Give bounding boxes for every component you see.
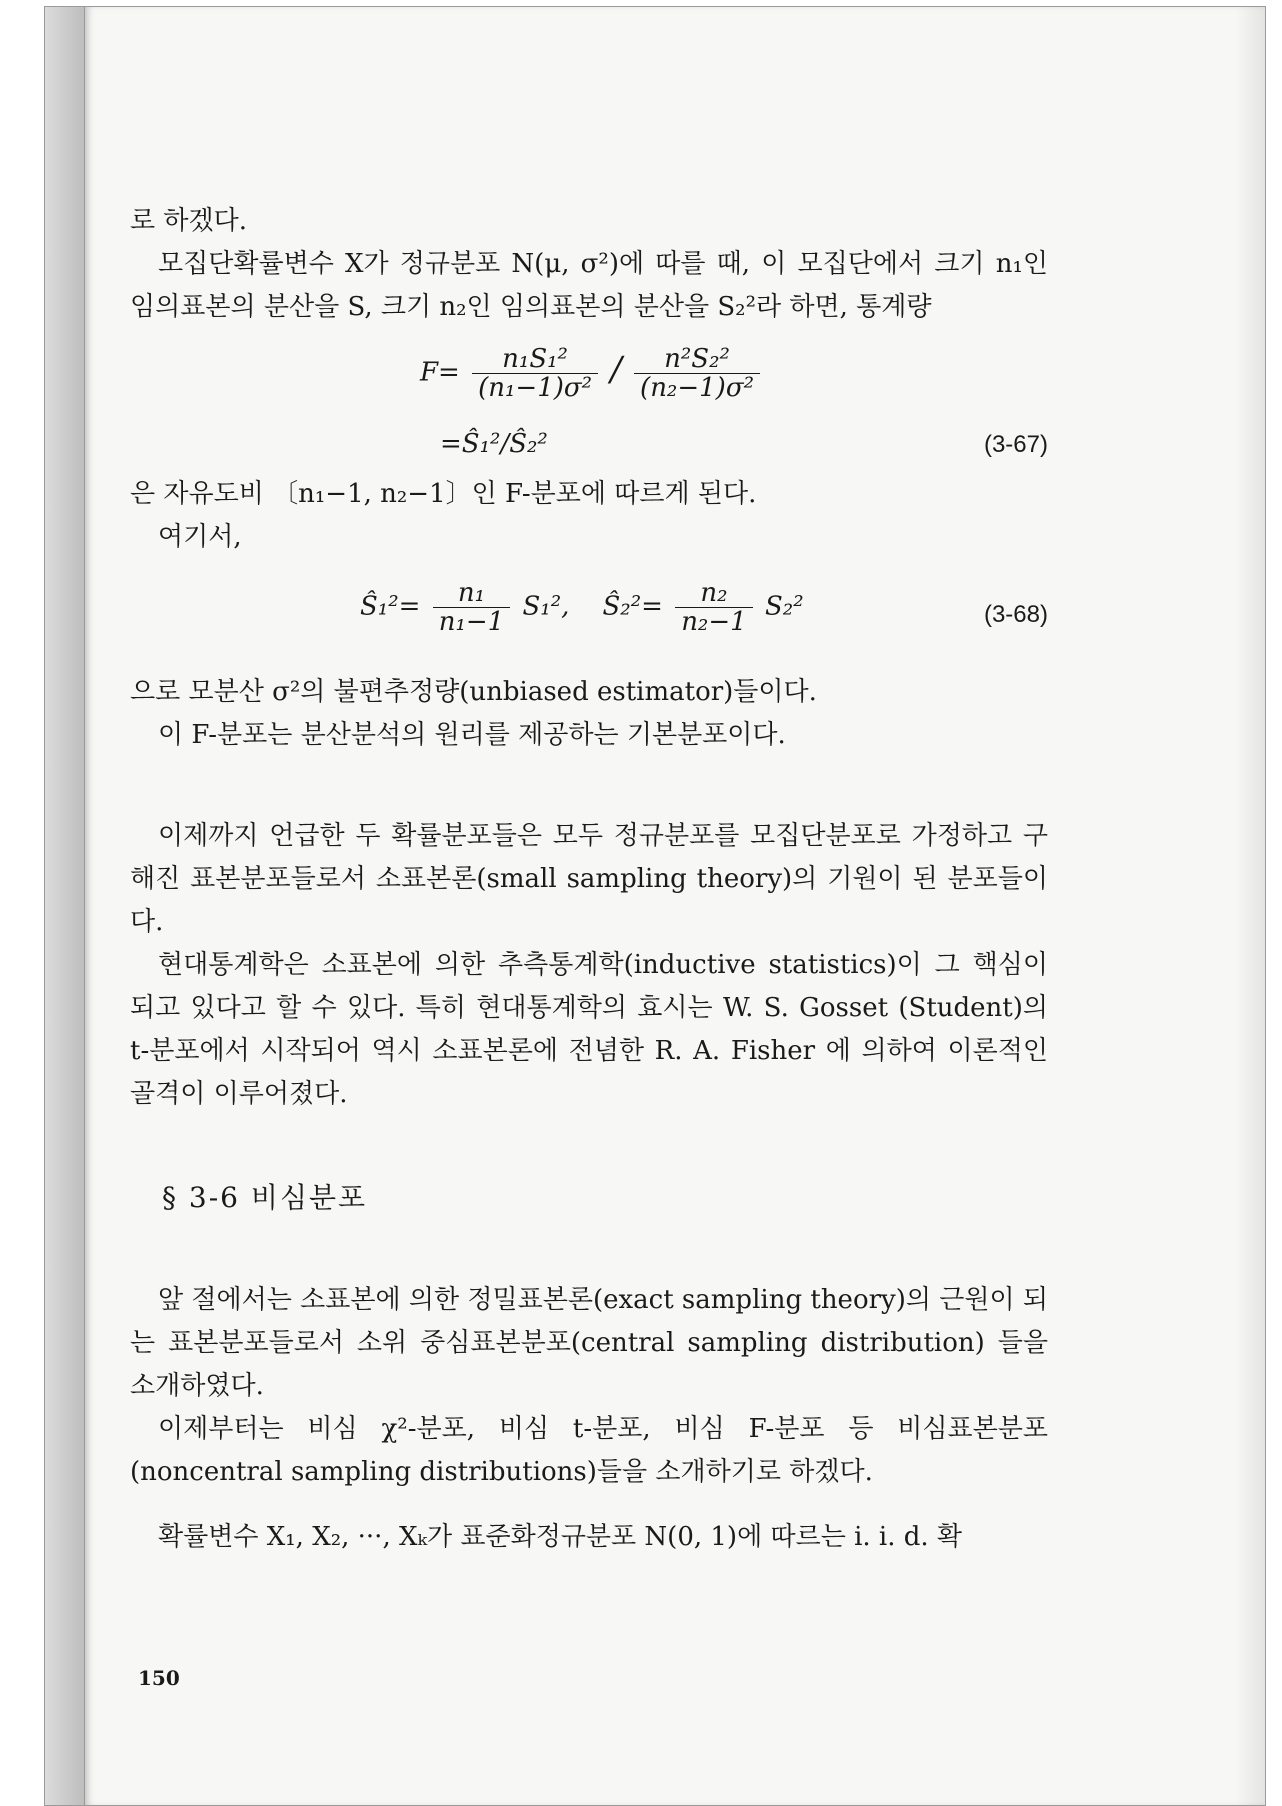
fraction-numerator: n²S₂² xyxy=(634,345,760,374)
equation-3-68 xyxy=(130,579,1048,659)
eq-symbol: S₁², xyxy=(522,591,570,622)
fraction xyxy=(433,579,511,636)
text-line: 로 하겠다. xyxy=(130,206,247,236)
equation-line xyxy=(360,579,804,636)
eq-symbol: Ŝ₁²= xyxy=(360,591,421,622)
text-line: 으로 모분산 σ²의 불편추정량(unbiased estimator)들이다. xyxy=(130,677,817,707)
eq-symbol: / xyxy=(610,349,622,390)
eq-symbol: F= xyxy=(420,357,460,388)
text-line: 은 자유도비 〔n₁−1, n₂−1〕인 F-분포에 따르게 된다. xyxy=(130,479,757,509)
fraction-numerator: n₁ xyxy=(433,579,511,608)
text-line: 이 F-분포는 분산분석의 원리를 제공하는 기본분포이다. xyxy=(158,720,786,750)
fraction xyxy=(472,345,598,402)
fraction-denominator: n₁−1 xyxy=(438,607,505,637)
paragraph: 앞 절에서는 소표본에 의한 정밀표본론(exact sampling theory)의 근원이 되는 표본분포들로서 소위 중심표본분포(central sampling distribution) 들을 소개하였다. xyxy=(130,1285,1048,1401)
equation-number: (3-67) xyxy=(983,431,1048,458)
eq-symbol: Ŝ₂²= xyxy=(602,591,663,622)
paragraph: 이제부터는 비심 χ²-분포, 비심 t-분포, 비심 F-분포 등 비심표본분포 (noncentral sampling distributions)들을 소개하기로 하겠다. xyxy=(130,1414,1048,1487)
paragraph: 현대통계학은 소표본에 의한 추측통계학(inductive statistics)이 그 핵심이 되고 있다고 할 수 있다. 특히 현대통계학의 효시는 W. S. Gosset (Student)의 t-분포에서 시작되어 역시 소표본론에 전념한 R. A. Fisher 에 의하여 이론적인 골격이 이루어졌다. xyxy=(130,950,1048,1109)
eq-symbol: S₂² xyxy=(764,591,804,622)
paragraph: 확률변수 X₁, X₂, ···, Xₖ가 표준화정규분포 N(0, 1)에 따르는 i. i. d. 확 xyxy=(158,1522,963,1552)
fraction-denominator: (n₁−1)σ² xyxy=(478,373,593,403)
paragraph: 이제까지 언급한 두 확률분포들은 모두 정규분포를 모집단분포로 가정하고 구해진 표본분포들로서 소표본론(small sampling theory)의 기원이 된 분포들이다. xyxy=(130,821,1048,937)
page-number: 150 xyxy=(138,1666,180,1690)
book-spine xyxy=(44,6,85,1806)
equation-3-67 xyxy=(130,345,1048,465)
fraction-numerator: n₁S₁² xyxy=(472,345,598,374)
fraction-denominator: n₂−1 xyxy=(681,607,747,637)
page-content xyxy=(130,200,1048,1559)
section-heading: § 3-6 비심분포 xyxy=(162,1181,368,1214)
text-line: 여기서, xyxy=(158,522,242,552)
paragraph: 모집단확률변수 X가 정규분포 N(μ, σ²)에 따를 때, 이 모집단에서 크기 n₁인 임의표본의 분산을 S, 크기 n₂인 임의표본의 분산을 S₂²라 하면, 통계량 xyxy=(130,249,1048,322)
fraction xyxy=(675,579,753,636)
fraction-denominator: (n₂−1)σ² xyxy=(640,373,754,403)
fraction-numerator: n₂ xyxy=(675,579,753,608)
equation-line-2: =Ŝ₁²/Ŝ₂² xyxy=(440,429,548,459)
page-edge-shadow xyxy=(1235,7,1265,1805)
equation-line-1 xyxy=(420,345,764,402)
fraction xyxy=(634,345,760,402)
equation-number: (3-68) xyxy=(983,601,1048,628)
